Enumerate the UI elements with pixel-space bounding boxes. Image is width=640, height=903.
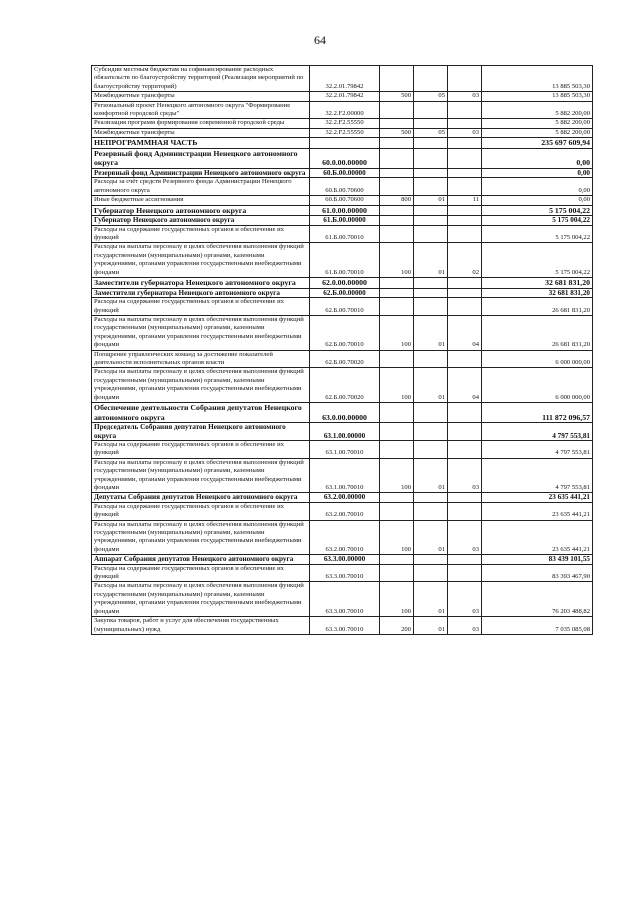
- cell-name: Расходы на содержание государственных органов и обеспечение их функций: [92, 502, 310, 520]
- cell-target-article: 63.2.00.00000: [310, 493, 380, 502]
- cell-name: Расходы на содержание государственных органов и обеспечение их функций: [92, 440, 310, 458]
- cell-subsection: 02: [448, 243, 482, 278]
- cell-expense-type: [380, 178, 414, 196]
- table-row: [92, 493, 593, 502]
- cell-target-article: 63.1.00.00000: [310, 423, 380, 441]
- table-row: [92, 502, 593, 520]
- cell-expense-type: [380, 502, 414, 520]
- cell-subsection: [448, 502, 482, 520]
- cell-amount: 26 681 831,20: [482, 315, 593, 350]
- cell-section: [414, 423, 448, 441]
- cell-amount: 6 000 000,00: [482, 350, 593, 368]
- cell-expense-type: 100: [380, 315, 414, 350]
- cell-name: Региональный проект Ненецкого автономного округа "Формирование комфортной городской среды": [92, 101, 310, 119]
- cell-target-article: 62.Б.00.70010: [310, 298, 380, 316]
- cell-section: [414, 288, 448, 297]
- cell-expense-type: [380, 350, 414, 368]
- cell-target-article: 32.2.F2.55550: [310, 119, 380, 128]
- cell-section: [414, 225, 448, 243]
- cell-target-article: 32.2.01.79842: [310, 66, 380, 92]
- cell-expense-type: [380, 138, 414, 149]
- cell-amount: 32 681 831,20: [482, 288, 593, 297]
- cell-section: [414, 119, 448, 128]
- cell-section: [414, 493, 448, 502]
- cell-target-article: 61.0.00.00000: [310, 205, 380, 216]
- table-row: [92, 278, 593, 289]
- cell-amount: 4 797 553,81: [482, 423, 593, 441]
- cell-expense-type: [380, 402, 414, 422]
- cell-target-article: 62.Б.00.00000: [310, 288, 380, 297]
- cell-name: Резервный фонд Администрации Ненецкого автономного округа: [92, 148, 310, 168]
- cell-subsection: [448, 138, 482, 149]
- table-row: [92, 101, 593, 119]
- cell-amount: 4 797 553,81: [482, 458, 593, 493]
- cell-section: 01: [414, 368, 448, 403]
- cell-target-article: 62.Б.00.70010: [310, 315, 380, 350]
- cell-amount: 13 885 503,30: [482, 92, 593, 101]
- cell-subsection: [448, 169, 482, 178]
- table-row: [92, 169, 593, 178]
- cell-subsection: [448, 119, 482, 128]
- cell-subsection: 03: [448, 128, 482, 137]
- table-row: [92, 298, 593, 316]
- cell-section: 01: [414, 196, 448, 205]
- cell-name: Губернатор Ненецкого автономного округа: [92, 216, 310, 225]
- page-number: 64: [314, 33, 326, 47]
- table-row: [92, 582, 593, 617]
- cell-name: Субсидии местным бюджетам на софинансирование расходных обязательств по благоустройству территорий (Реализация мероприятий по благоустройству территорий): [92, 66, 310, 92]
- cell-expense-type: 200: [380, 617, 414, 635]
- cell-expense-type: 100: [380, 458, 414, 493]
- cell-target-article: 32.2.01.79842: [310, 92, 380, 101]
- cell-name: Заместители губернатора Ненецкого автономного округа: [92, 278, 310, 289]
- cell-target-article: 61.Б.00.70010: [310, 243, 380, 278]
- cell-subsection: [448, 298, 482, 316]
- cell-name: Депутаты Собрания депутатов Ненецкого автономного округа: [92, 493, 310, 502]
- cell-target-article: 32.2.F2.00000: [310, 101, 380, 119]
- cell-name: Председатель Собрания депутатов Ненецкого автономного округа: [92, 423, 310, 441]
- cell-section: 01: [414, 617, 448, 635]
- cell-expense-type: [380, 288, 414, 297]
- table-row: [92, 402, 593, 422]
- cell-amount: 83 393 467,90: [482, 564, 593, 582]
- cell-amount: 0,00: [482, 178, 593, 196]
- cell-name: Межбюджетные трансферты: [92, 128, 310, 137]
- cell-subsection: [448, 288, 482, 297]
- cell-subsection: [448, 278, 482, 289]
- cell-name: Реализация программ формирования современной городской среды: [92, 119, 310, 128]
- cell-expense-type: [380, 278, 414, 289]
- cell-target-article: 62.Б.00.70020: [310, 368, 380, 403]
- cell-name: Межбюджетные трансферты: [92, 92, 310, 101]
- cell-name: Поощрение управленческих команд за достижение показателей деятельности исполнительных органов власти: [92, 350, 310, 368]
- cell-section: [414, 440, 448, 458]
- cell-section: [414, 350, 448, 368]
- table-row: [92, 128, 593, 137]
- table-row: [92, 288, 593, 297]
- cell-expense-type: 100: [380, 582, 414, 617]
- cell-name: Расходы на содержание государственных органов и обеспечение их функций: [92, 564, 310, 582]
- cell-subsection: [448, 101, 482, 119]
- cell-subsection: 03: [448, 617, 482, 635]
- cell-target-article: 63.3.00.70010: [310, 617, 380, 635]
- cell-subsection: [448, 178, 482, 196]
- cell-target-article: 60.Б.00.00000: [310, 169, 380, 178]
- table-row: [92, 92, 593, 101]
- cell-name: НЕПРОГРАММНАЯ ЧАСТЬ: [92, 138, 310, 149]
- cell-subsection: 03: [448, 458, 482, 493]
- cell-section: 01: [414, 315, 448, 350]
- cell-name: Обеспечение деятельности Собрания депутатов Ненецкого автономного округа: [92, 402, 310, 422]
- cell-amount: 0,00: [482, 169, 593, 178]
- cell-name: Аппарат Собрания депутатов Ненецкого автономного округа: [92, 555, 310, 564]
- cell-subsection: [448, 225, 482, 243]
- cell-section: [414, 178, 448, 196]
- cell-section: [414, 402, 448, 422]
- table-row: [92, 225, 593, 243]
- budget-table: [91, 65, 593, 635]
- cell-target-article: 63.2.00.70010: [310, 502, 380, 520]
- cell-expense-type: [380, 555, 414, 564]
- table-row: [92, 243, 593, 278]
- cell-expense-type: 100: [380, 243, 414, 278]
- cell-name: Резервный фонд Администрации Ненецкого автономного округа: [92, 169, 310, 178]
- table-row: [92, 564, 593, 582]
- cell-section: 01: [414, 582, 448, 617]
- cell-target-article: 32.2.F2.55550: [310, 128, 380, 137]
- cell-section: [414, 555, 448, 564]
- cell-name: Расходы на выплаты персоналу в целях обеспечения выполнения функций государственными (муниципальными) органами, казенными учреждениями, органами управления государственными внебюджетными фондами: [92, 458, 310, 493]
- cell-target-article: 63.1.00.70010: [310, 458, 380, 493]
- cell-section: [414, 278, 448, 289]
- cell-section: [414, 205, 448, 216]
- cell-expense-type: [380, 423, 414, 441]
- table-row: [92, 315, 593, 350]
- cell-subsection: [448, 402, 482, 422]
- cell-amount: 5 175 004,22: [482, 243, 593, 278]
- cell-name: Расходы за счёт средств Резервного фонда Администрации Ненецкого автономного округа: [92, 178, 310, 196]
- cell-amount: 4 797 553,81: [482, 440, 593, 458]
- cell-target-article: 63.3.00.70010: [310, 564, 380, 582]
- cell-subsection: [448, 493, 482, 502]
- cell-section: [414, 502, 448, 520]
- table-row: [92, 196, 593, 205]
- cell-amount: 23 635 441,21: [482, 520, 593, 555]
- cell-target-article: 63.2.00.70010: [310, 520, 380, 555]
- cell-subsection: 03: [448, 582, 482, 617]
- table-row: [92, 555, 593, 564]
- cell-target-article: 62.0.00.00000: [310, 278, 380, 289]
- table-row: [92, 617, 593, 635]
- cell-amount: 26 681 831,20: [482, 298, 593, 316]
- table-row: [92, 368, 593, 403]
- cell-name: Расходы на выплаты персоналу в целях обеспечения выполнения функций государственными (муниципальными) органами, казенными учреждениями, органами управления государственными внебюджетными фондами: [92, 315, 310, 350]
- cell-target-article: 60.Б.00.70600: [310, 196, 380, 205]
- cell-expense-type: [380, 564, 414, 582]
- cell-name: Расходы на выплаты персоналу в целях обеспечения выполнения функций государственными (муниципальными) органами, казенными учреждениями, органами управления государственными внебюджетными фондами: [92, 243, 310, 278]
- cell-subsection: [448, 148, 482, 168]
- cell-expense-type: 100: [380, 368, 414, 403]
- cell-section: [414, 298, 448, 316]
- cell-section: [414, 66, 448, 92]
- cell-subsection: 11: [448, 196, 482, 205]
- cell-amount: 7 035 085,08: [482, 617, 593, 635]
- cell-subsection: 03: [448, 92, 482, 101]
- cell-expense-type: [380, 169, 414, 178]
- cell-expense-type: [380, 298, 414, 316]
- cell-subsection: 04: [448, 368, 482, 403]
- cell-target-article: 63.3.00.70010: [310, 582, 380, 617]
- cell-amount: 23 635 441,21: [482, 493, 593, 502]
- table-row: [92, 458, 593, 493]
- cell-name: Расходы на выплаты персоналу в целях обеспечения выполнения функций государственными (муниципальными) органами, казенными учреждениями, органами управления государственными внебюджетными фондами: [92, 520, 310, 555]
- cell-amount: 76 203 488,82: [482, 582, 593, 617]
- cell-target-article: 60.0.00.00000: [310, 148, 380, 168]
- cell-amount: 13 885 503,30: [482, 66, 593, 92]
- cell-target-article: 60.Б.00.70600: [310, 178, 380, 196]
- cell-subsection: [448, 205, 482, 216]
- cell-name: Расходы на выплаты персоналу в целях обеспечения выполнения функций государственными (муниципальными) органами, казенными учреждениями, органами управления государственными внебюджетными фондами: [92, 582, 310, 617]
- cell-section: 01: [414, 520, 448, 555]
- cell-expense-type: [380, 440, 414, 458]
- cell-expense-type: [380, 66, 414, 92]
- cell-section: [414, 138, 448, 149]
- cell-name: Иные бюджетные ассигнования: [92, 196, 310, 205]
- cell-subsection: [448, 66, 482, 92]
- cell-subsection: [448, 555, 482, 564]
- cell-subsection: [448, 216, 482, 225]
- cell-subsection: [448, 350, 482, 368]
- cell-section: 01: [414, 458, 448, 493]
- cell-amount: 5 175 004,22: [482, 225, 593, 243]
- cell-target-article: 61.Б.00.00000: [310, 216, 380, 225]
- table-row: [92, 440, 593, 458]
- cell-expense-type: [380, 148, 414, 168]
- cell-name: Заместители губернатора Ненецкого автономного округа: [92, 288, 310, 297]
- cell-expense-type: [380, 205, 414, 216]
- cell-target-article: [310, 138, 380, 149]
- cell-amount: 5 882 200,00: [482, 101, 593, 119]
- cell-section: [414, 101, 448, 119]
- cell-amount: 5 175 004,22: [482, 216, 593, 225]
- cell-amount: 5 175 004,22: [482, 205, 593, 216]
- cell-subsection: 04: [448, 315, 482, 350]
- cell-expense-type: 800: [380, 196, 414, 205]
- cell-target-article: 63.1.00.70010: [310, 440, 380, 458]
- cell-amount: 5 882 200,00: [482, 128, 593, 137]
- cell-section: 05: [414, 128, 448, 137]
- cell-amount: 6 000 000,00: [482, 368, 593, 403]
- cell-name: Расходы на выплаты персоналу в целях обеспечения выполнения функций государственными (муниципальными) органами, казенными учреждениями, органами управления государственными внебюджетными фондами: [92, 368, 310, 403]
- cell-expense-type: 500: [380, 128, 414, 137]
- budget-table-body: [92, 66, 593, 635]
- cell-amount: 83 439 101,55: [482, 555, 593, 564]
- cell-amount: 0,00: [482, 196, 593, 205]
- cell-subsection: [448, 423, 482, 441]
- cell-expense-type: [380, 225, 414, 243]
- cell-expense-type: [380, 101, 414, 119]
- cell-section: 01: [414, 243, 448, 278]
- table-row: [92, 520, 593, 555]
- cell-target-article: 62.Б.00.70020: [310, 350, 380, 368]
- cell-amount: 235 697 609,94: [482, 138, 593, 149]
- cell-amount: 0,00: [482, 148, 593, 168]
- cell-target-article: 61.Б.00.70010: [310, 225, 380, 243]
- cell-amount: 5 882 200,00: [482, 119, 593, 128]
- cell-name: Закупка товаров, работ и услуг для обеспечения государственных (муниципальных) нужд: [92, 617, 310, 635]
- cell-amount: 32 681 831,20: [482, 278, 593, 289]
- cell-expense-type: [380, 216, 414, 225]
- table-row: [92, 138, 593, 149]
- cell-subsection: [448, 564, 482, 582]
- cell-section: [414, 216, 448, 225]
- table-row: [92, 119, 593, 128]
- cell-subsection: [448, 440, 482, 458]
- cell-target-article: 63.3.00.00000: [310, 555, 380, 564]
- cell-amount: 23 635 441,21: [482, 502, 593, 520]
- cell-name: Расходы на содержание государственных органов и обеспечение их функций: [92, 298, 310, 316]
- cell-section: 05: [414, 92, 448, 101]
- table-row: [92, 148, 593, 168]
- cell-section: [414, 564, 448, 582]
- cell-section: [414, 148, 448, 168]
- cell-subsection: 03: [448, 520, 482, 555]
- table-row: [92, 66, 593, 92]
- table-row: [92, 178, 593, 196]
- cell-target-article: 63.0.00.00000: [310, 402, 380, 422]
- cell-section: [414, 169, 448, 178]
- cell-expense-type: 100: [380, 520, 414, 555]
- cell-expense-type: 500: [380, 92, 414, 101]
- table-row: [92, 350, 593, 368]
- table-row: [92, 423, 593, 441]
- table-row: [92, 216, 593, 225]
- table-row: [92, 205, 593, 216]
- cell-name: Расходы на содержание государственных органов и обеспечение их функций: [92, 225, 310, 243]
- cell-expense-type: [380, 493, 414, 502]
- cell-amount: 111 872 096,57: [482, 402, 593, 422]
- cell-expense-type: [380, 119, 414, 128]
- cell-name: Губернатор Ненецкого автономного округа: [92, 205, 310, 216]
